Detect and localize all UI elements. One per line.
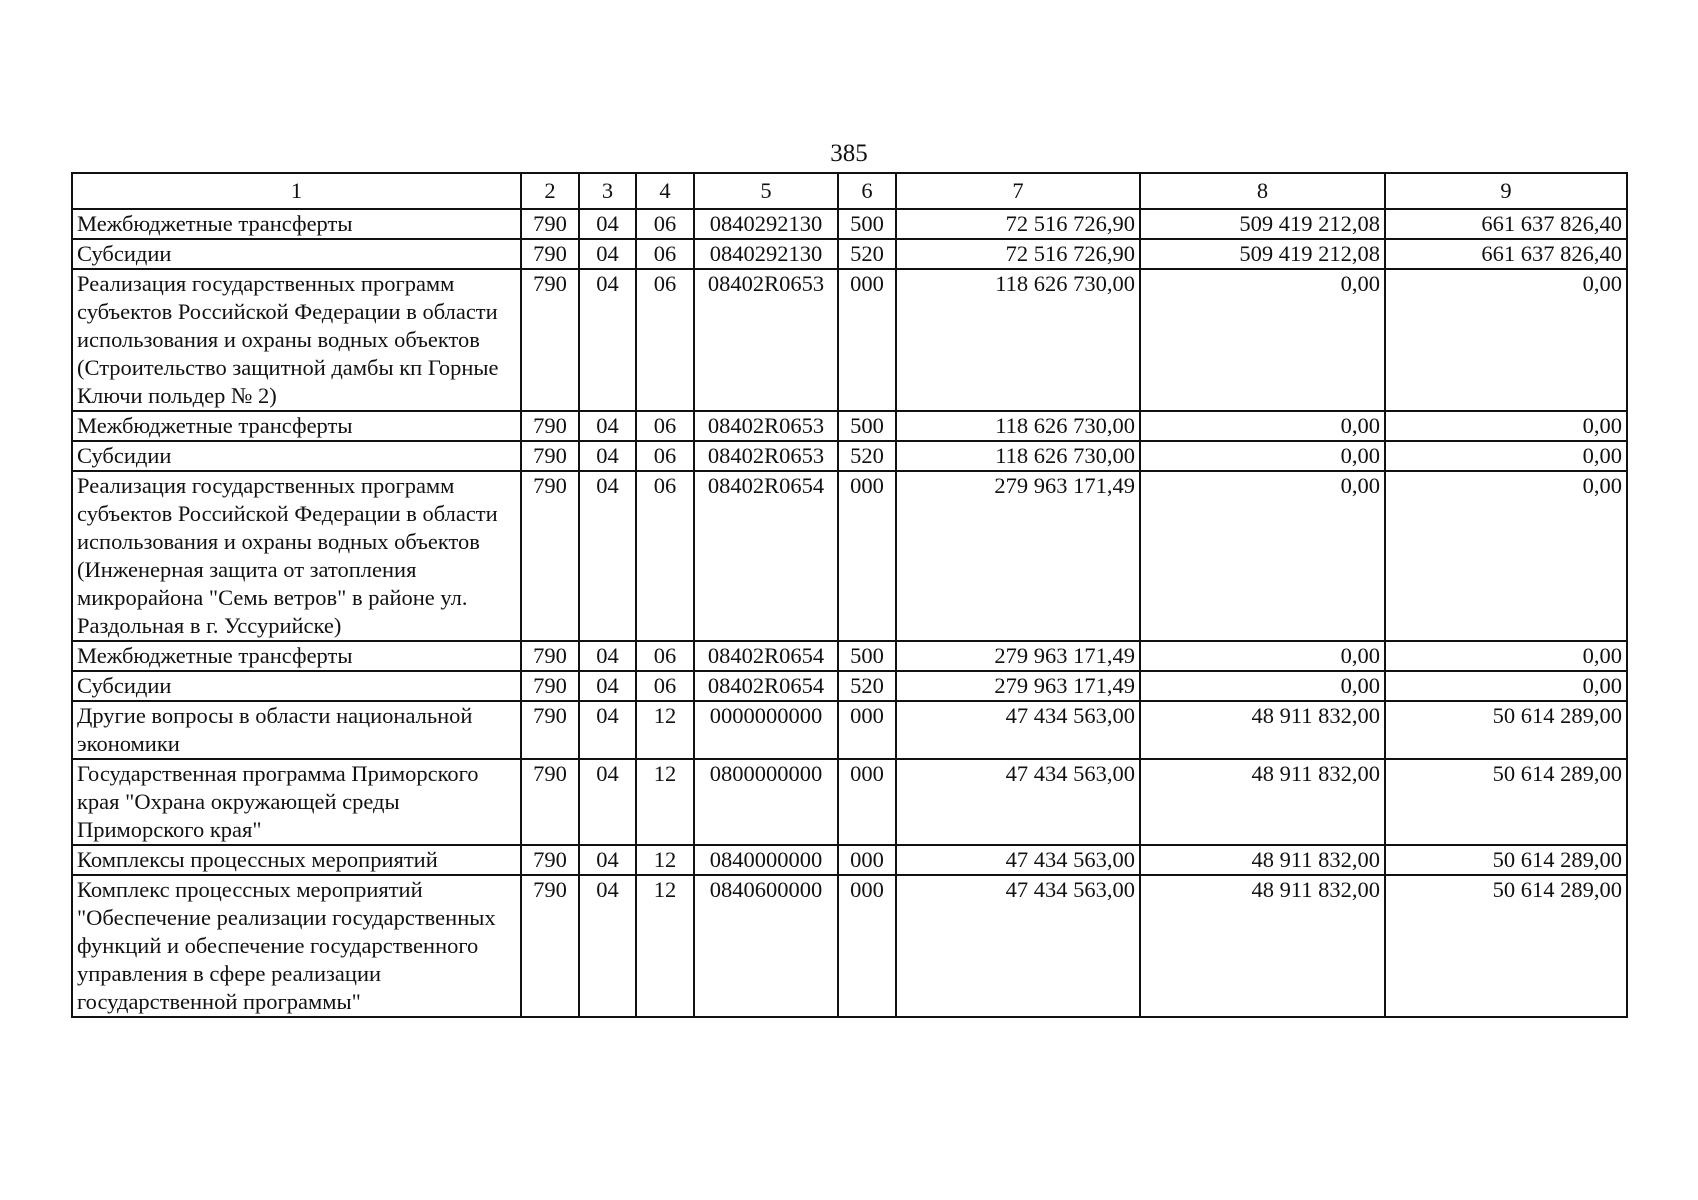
row-amount-9: 661 637 826,40 <box>1385 239 1627 269</box>
row-code-2: 790 <box>521 269 579 411</box>
table-row <box>72 701 1627 759</box>
row-code-2: 790 <box>521 209 579 239</box>
row-amount-7: 47 434 563,00 <box>896 701 1140 759</box>
row-amount-9: 50 614 289,00 <box>1385 845 1627 875</box>
table-row <box>72 875 1627 1017</box>
row-code-4: 06 <box>636 239 694 269</box>
row-amount-8: 509 419 212,08 <box>1140 239 1385 269</box>
row-code-5: 0840000000 <box>694 845 838 875</box>
row-code-2: 790 <box>521 845 579 875</box>
row-code-3: 04 <box>579 641 636 671</box>
row-amount-7: 279 963 171,49 <box>896 471 1140 641</box>
row-code-6: 000 <box>838 845 896 875</box>
row-code-6: 520 <box>838 239 896 269</box>
row-amount-7: 72 516 726,90 <box>896 239 1140 269</box>
row-amount-8: 48 911 832,00 <box>1140 845 1385 875</box>
row-code-6: 000 <box>838 471 896 641</box>
row-name: Реализация государственных программ субъектов Российской Федерации в области использования и охраны водных объектов (Строительство защитной дамбы кп Горные Ключи польдер № 2) <box>72 269 521 411</box>
row-code-4: 06 <box>636 411 694 441</box>
table-row <box>72 209 1627 239</box>
column-header: 1 <box>72 173 521 209</box>
row-code-5: 08402R0654 <box>694 671 838 701</box>
column-header: 9 <box>1385 173 1627 209</box>
row-code-5: 0840600000 <box>694 875 838 1017</box>
row-code-4: 06 <box>636 471 694 641</box>
row-code-3: 04 <box>579 845 636 875</box>
row-name: Комплекс процессных мероприятий "Обеспечение реализации государственных функций и обеспечение государственного управления в сфере реализации государственной программы" <box>72 875 521 1017</box>
row-code-6: 000 <box>838 759 896 845</box>
row-name: Другие вопросы в области национальной экономики <box>72 701 521 759</box>
row-amount-8: 48 911 832,00 <box>1140 701 1385 759</box>
row-code-2: 790 <box>521 239 579 269</box>
row-name: Субсидии <box>72 671 521 701</box>
row-code-6: 500 <box>838 641 896 671</box>
column-header: 4 <box>636 173 694 209</box>
row-code-3: 04 <box>579 441 636 471</box>
table-row <box>72 759 1627 845</box>
row-code-3: 04 <box>579 759 636 845</box>
row-code-3: 04 <box>579 701 636 759</box>
table-row <box>72 411 1627 441</box>
row-code-6: 520 <box>838 671 896 701</box>
row-amount-7: 47 434 563,00 <box>896 875 1140 1017</box>
row-amount-9: 661 637 826,40 <box>1385 209 1627 239</box>
row-code-6: 000 <box>838 269 896 411</box>
row-code-3: 04 <box>579 411 636 441</box>
row-code-5: 08402R0653 <box>694 441 838 471</box>
row-amount-7: 118 626 730,00 <box>896 269 1140 411</box>
row-code-5: 08402R0654 <box>694 641 838 671</box>
row-code-4: 06 <box>636 209 694 239</box>
row-amount-7: 279 963 171,49 <box>896 671 1140 701</box>
column-header: 6 <box>838 173 896 209</box>
column-header: 3 <box>579 173 636 209</box>
row-code-6: 000 <box>838 701 896 759</box>
row-amount-9: 50 614 289,00 <box>1385 701 1627 759</box>
row-code-3: 04 <box>579 875 636 1017</box>
row-code-4: 12 <box>636 701 694 759</box>
row-code-5: 0000000000 <box>694 701 838 759</box>
row-amount-8: 48 911 832,00 <box>1140 875 1385 1017</box>
row-code-4: 06 <box>636 671 694 701</box>
row-amount-9: 0,00 <box>1385 269 1627 411</box>
table-row <box>72 641 1627 671</box>
row-amount-8: 0,00 <box>1140 269 1385 411</box>
row-code-2: 790 <box>521 641 579 671</box>
row-amount-8: 0,00 <box>1140 471 1385 641</box>
column-header: 5 <box>694 173 838 209</box>
row-code-5: 08402R0654 <box>694 471 838 641</box>
row-amount-8: 509 419 212,08 <box>1140 209 1385 239</box>
row-code-6: 000 <box>838 875 896 1017</box>
table-row <box>72 845 1627 875</box>
table-row <box>72 239 1627 269</box>
row-amount-9: 50 614 289,00 <box>1385 759 1627 845</box>
row-amount-8: 48 911 832,00 <box>1140 759 1385 845</box>
row-code-6: 500 <box>838 411 896 441</box>
column-header: 7 <box>896 173 1140 209</box>
row-amount-7: 118 626 730,00 <box>896 441 1140 471</box>
row-code-6: 500 <box>838 209 896 239</box>
row-amount-8: 0,00 <box>1140 411 1385 441</box>
row-amount-7: 47 434 563,00 <box>896 759 1140 845</box>
row-name: Реализация государственных программ субъектов Российской Федерации в области использования и охраны водных объектов (Инженерная защита от затопления микрорайона "Семь ветров" в районе ул. Раздольная в г. Уссурийске) <box>72 471 521 641</box>
row-code-5: 08402R0653 <box>694 411 838 441</box>
row-name: Субсидии <box>72 239 521 269</box>
row-amount-7: 72 516 726,90 <box>896 209 1140 239</box>
row-code-4: 06 <box>636 441 694 471</box>
row-code-2: 790 <box>521 411 579 441</box>
row-amount-7: 47 434 563,00 <box>896 845 1140 875</box>
table-row <box>72 441 1627 471</box>
column-header: 8 <box>1140 173 1385 209</box>
row-amount-7: 279 963 171,49 <box>896 641 1140 671</box>
row-code-4: 12 <box>636 759 694 845</box>
row-code-6: 520 <box>838 441 896 471</box>
row-name: Государственная программа Приморского края "Охрана окружающей среды Приморского края" <box>72 759 521 845</box>
page-number: 385 <box>830 140 868 167</box>
row-amount-9: 0,00 <box>1385 671 1627 701</box>
table-row <box>72 269 1627 411</box>
row-name: Межбюджетные трансферты <box>72 411 521 441</box>
column-header: 2 <box>521 173 579 209</box>
row-code-2: 790 <box>521 875 579 1017</box>
row-code-2: 790 <box>521 759 579 845</box>
row-code-3: 04 <box>579 269 636 411</box>
row-amount-7: 118 626 730,00 <box>896 411 1140 441</box>
header-row <box>72 173 1627 209</box>
row-code-2: 790 <box>521 701 579 759</box>
row-code-3: 04 <box>579 671 636 701</box>
row-code-4: 12 <box>636 875 694 1017</box>
row-code-5: 0840292130 <box>694 209 838 239</box>
row-amount-9: 0,00 <box>1385 641 1627 671</box>
row-name: Межбюджетные трансферты <box>72 641 521 671</box>
row-amount-9: 0,00 <box>1385 411 1627 441</box>
row-code-3: 04 <box>579 239 636 269</box>
row-code-4: 12 <box>636 845 694 875</box>
row-code-5: 0840292130 <box>694 239 838 269</box>
row-amount-8: 0,00 <box>1140 671 1385 701</box>
row-amount-8: 0,00 <box>1140 641 1385 671</box>
budget-table <box>71 172 1628 1018</box>
row-code-5: 0800000000 <box>694 759 838 845</box>
row-code-3: 04 <box>579 209 636 239</box>
row-name: Субсидии <box>72 441 521 471</box>
row-code-3: 04 <box>579 471 636 641</box>
row-code-2: 790 <box>521 441 579 471</box>
row-code-4: 06 <box>636 269 694 411</box>
row-code-2: 790 <box>521 471 579 641</box>
row-name: Межбюджетные трансферты <box>72 209 521 239</box>
row-amount-8: 0,00 <box>1140 441 1385 471</box>
table-row <box>72 671 1627 701</box>
row-code-5: 08402R0653 <box>694 269 838 411</box>
row-amount-9: 50 614 289,00 <box>1385 875 1627 1017</box>
row-amount-9: 0,00 <box>1385 441 1627 471</box>
row-name: Комплексы процессных мероприятий <box>72 845 521 875</box>
row-code-4: 06 <box>636 641 694 671</box>
table-row <box>72 471 1627 641</box>
row-code-2: 790 <box>521 671 579 701</box>
row-amount-9: 0,00 <box>1385 471 1627 641</box>
